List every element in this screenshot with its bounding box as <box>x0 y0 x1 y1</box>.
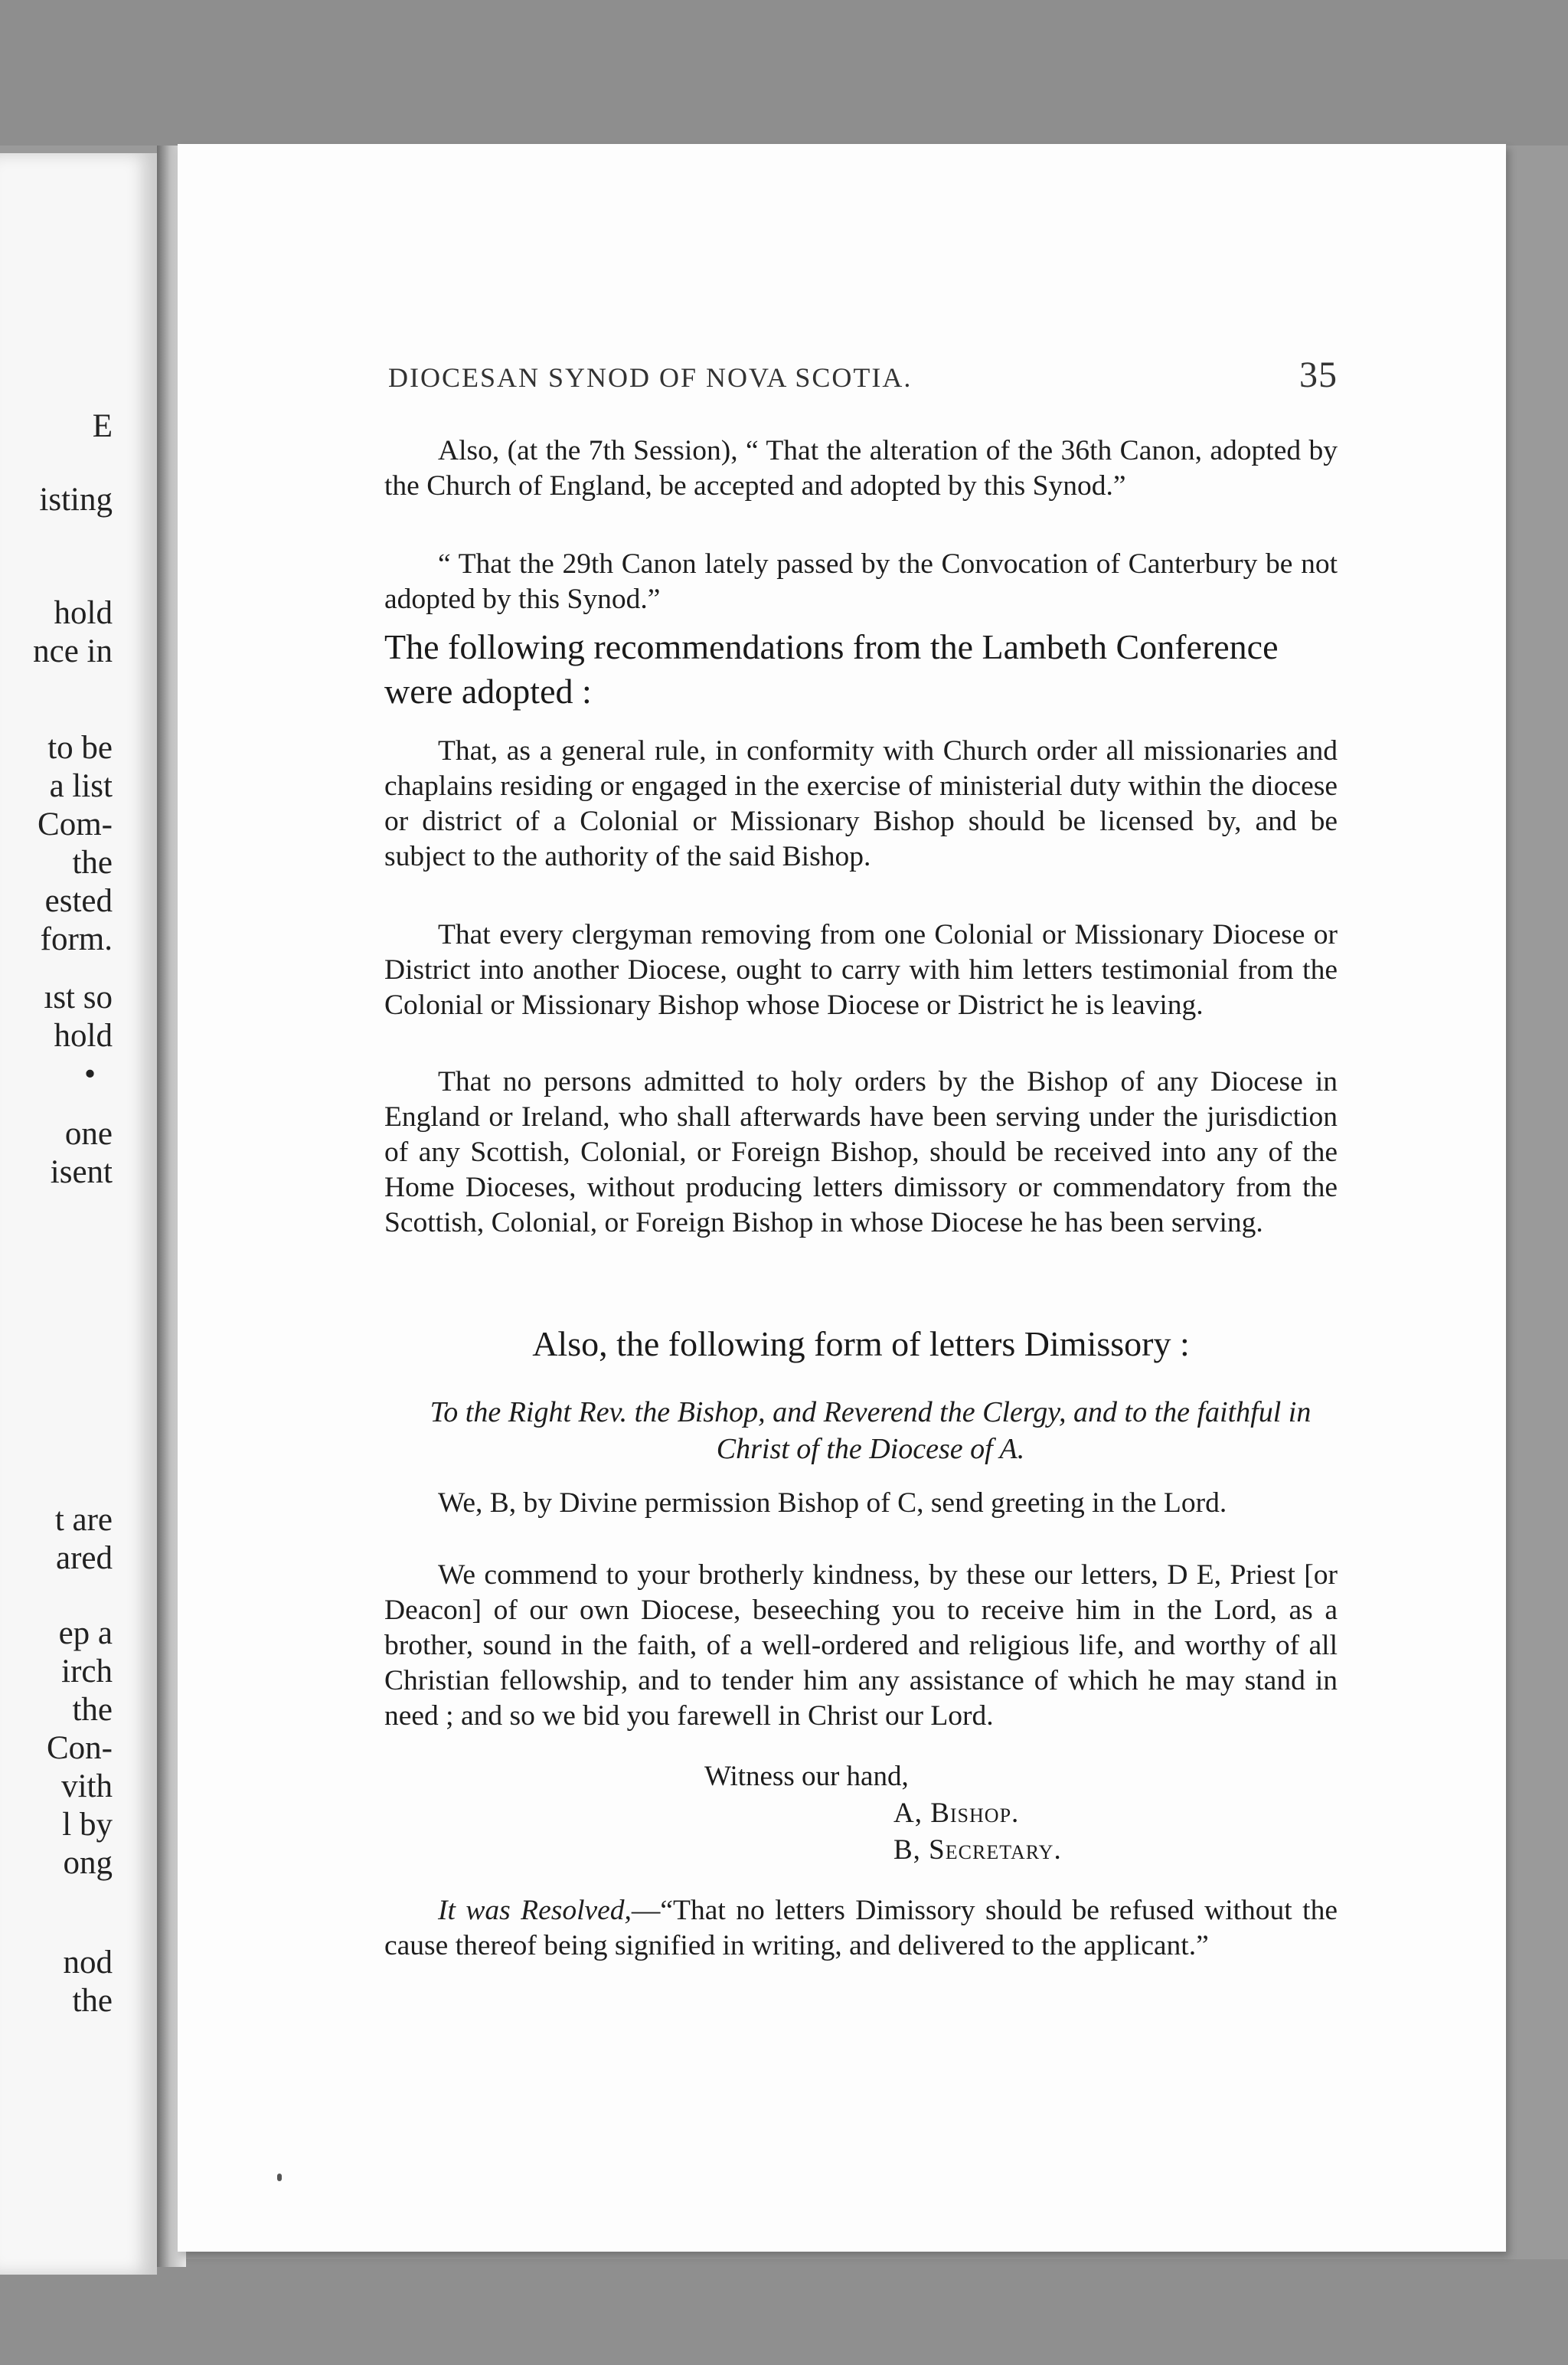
signature-secretary: B, Secretary. <box>893 1834 1062 1866</box>
previous-page-fragment <box>0 153 157 2275</box>
left-fragment: nce in <box>33 633 113 669</box>
left-fragment: a list <box>49 768 113 804</box>
left-fragment: form. <box>40 921 113 957</box>
paragraph-text: That, as a general rule, in conformity with Church order all missionaries and chaplains residing or engaged in the exercise of ministerial duty within the diocese or district of a Colonial or Missionary Bishop should be licensed by, and be subject to the authority of the said Bishop. <box>384 735 1338 872</box>
left-fragment: the <box>72 1692 113 1728</box>
paragraph-text: We commend to your brotherly kindness, by these our letters, D E, Priest [or Deacon] of our own Diocese, beseeching you to receive him in the Lord, as a brother, sound in the faith, of a well-ordered and religious life, and worthy of all Christian fellowship, and to tender him any assistance of which he may stand in need ; and so we bid you farewell in Christ our Lord. <box>384 1559 1338 1732</box>
paragraph-text <box>384 1893 1338 1964</box>
left-fragment: the <box>72 845 113 881</box>
left-fragment: vith <box>61 1768 113 1804</box>
left-fragment: Con- <box>47 1730 113 1766</box>
left-fragment: ared <box>56 1540 113 1576</box>
paragraph-text: “ That the 29th Canon lately passed by the Convocation of Canterbury be not adopted by this Synod.” <box>384 548 1338 615</box>
left-fragment: E <box>92 408 113 444</box>
resolved-lead: It was Resolved, <box>438 1895 632 1926</box>
left-fragment: ep a <box>58 1615 113 1651</box>
paragraph-commendation <box>384 1558 1338 1734</box>
left-fragment: • <box>83 1056 96 1092</box>
book-page <box>178 144 1506 2252</box>
left-fragment: hold <box>54 1018 113 1054</box>
running-head-title: DIOCESAN SYNOD OF NOVA SCOTIA. <box>388 362 913 393</box>
left-fragment: ıst so <box>44 980 113 1016</box>
left-fragment: t are <box>54 1502 113 1538</box>
paragraph-text: That no persons admitted to holy orders by the Bishop of any Diocese in England or Ireland, who shall afterwards have been serving under the jurisdiction of any Scottish, Colonial, or Foreign Bishop, should be received into any of the Home Dioceses, without producing letters dimissory or commendatory from the Scottish, Colonial, or Foreign Bishop in whose Diocese he has been serving. <box>384 1066 1338 1238</box>
paragraph-licensing <box>384 734 1338 875</box>
page-number: 35 <box>1299 355 1338 395</box>
dimissory-heading <box>384 1322 1338 1366</box>
signature-bishop: A, Bishop. <box>893 1797 1020 1829</box>
left-fragment: l by <box>62 1807 113 1843</box>
paragraph-canon-29 <box>384 547 1338 617</box>
left-fragment: the <box>72 1983 113 2019</box>
left-fragment: ested <box>44 883 113 919</box>
paragraph-holy-orders <box>384 1065 1338 1241</box>
left-fragment: to be <box>47 730 113 766</box>
scan-speck <box>277 2174 282 2181</box>
paragraph-resolution <box>384 1893 1338 1964</box>
address-text: To the Right Rev. the Bishop, and Reverend the Clergy, and to the faithful in Christ of the Diocese of A. <box>430 1396 1312 1465</box>
left-fragment: isting <box>39 482 113 518</box>
left-fragment: irch <box>61 1654 113 1690</box>
witness-line: Witness our hand, <box>704 1761 909 1792</box>
paragraph-greeting <box>384 1486 1338 1521</box>
left-fragment: one <box>64 1116 113 1152</box>
scan-background-top <box>0 0 1568 146</box>
left-fragment: Com- <box>38 806 113 842</box>
left-fragment: ong <box>63 1845 113 1881</box>
paragraph-canon-36 <box>384 433 1338 504</box>
lambeth-heading <box>384 625 1338 714</box>
resolved-text: —“That no letters Dimissory should be refused without the cause thereof being signified in writing, and delivered to the applicant.” <box>384 1895 1338 1961</box>
paragraph-text: We, B, by Divine permission Bishop of C, send greeting in the Lord. <box>438 1487 1227 1519</box>
left-fragment: hold <box>54 595 113 631</box>
section-heading: Also, the following form of letters Dimissory : <box>532 1324 1190 1363</box>
letter-address <box>415 1394 1326 1467</box>
paragraph-text: Also, (at the 7th Session), “ That the alteration of the 36th Canon, adopted by the Church of England, be accepted and adopted by this Synod.” <box>384 435 1338 502</box>
section-heading: The following recommendations from the Lambeth Conference were adopted : <box>384 627 1279 711</box>
paragraph-letters-testimonial <box>384 918 1338 1023</box>
scan-background-bottom <box>0 2259 1568 2365</box>
paragraph-text: That every clergyman removing from one Colonial or Missionary Diocese or District into another Diocese, ought to carry with him letters testimonial from the Colonial or Missionary Bishop whose Diocese or District he is leaving. <box>384 919 1338 1021</box>
left-fragment: isent <box>50 1154 113 1190</box>
left-fragment: nod <box>63 1945 113 1981</box>
